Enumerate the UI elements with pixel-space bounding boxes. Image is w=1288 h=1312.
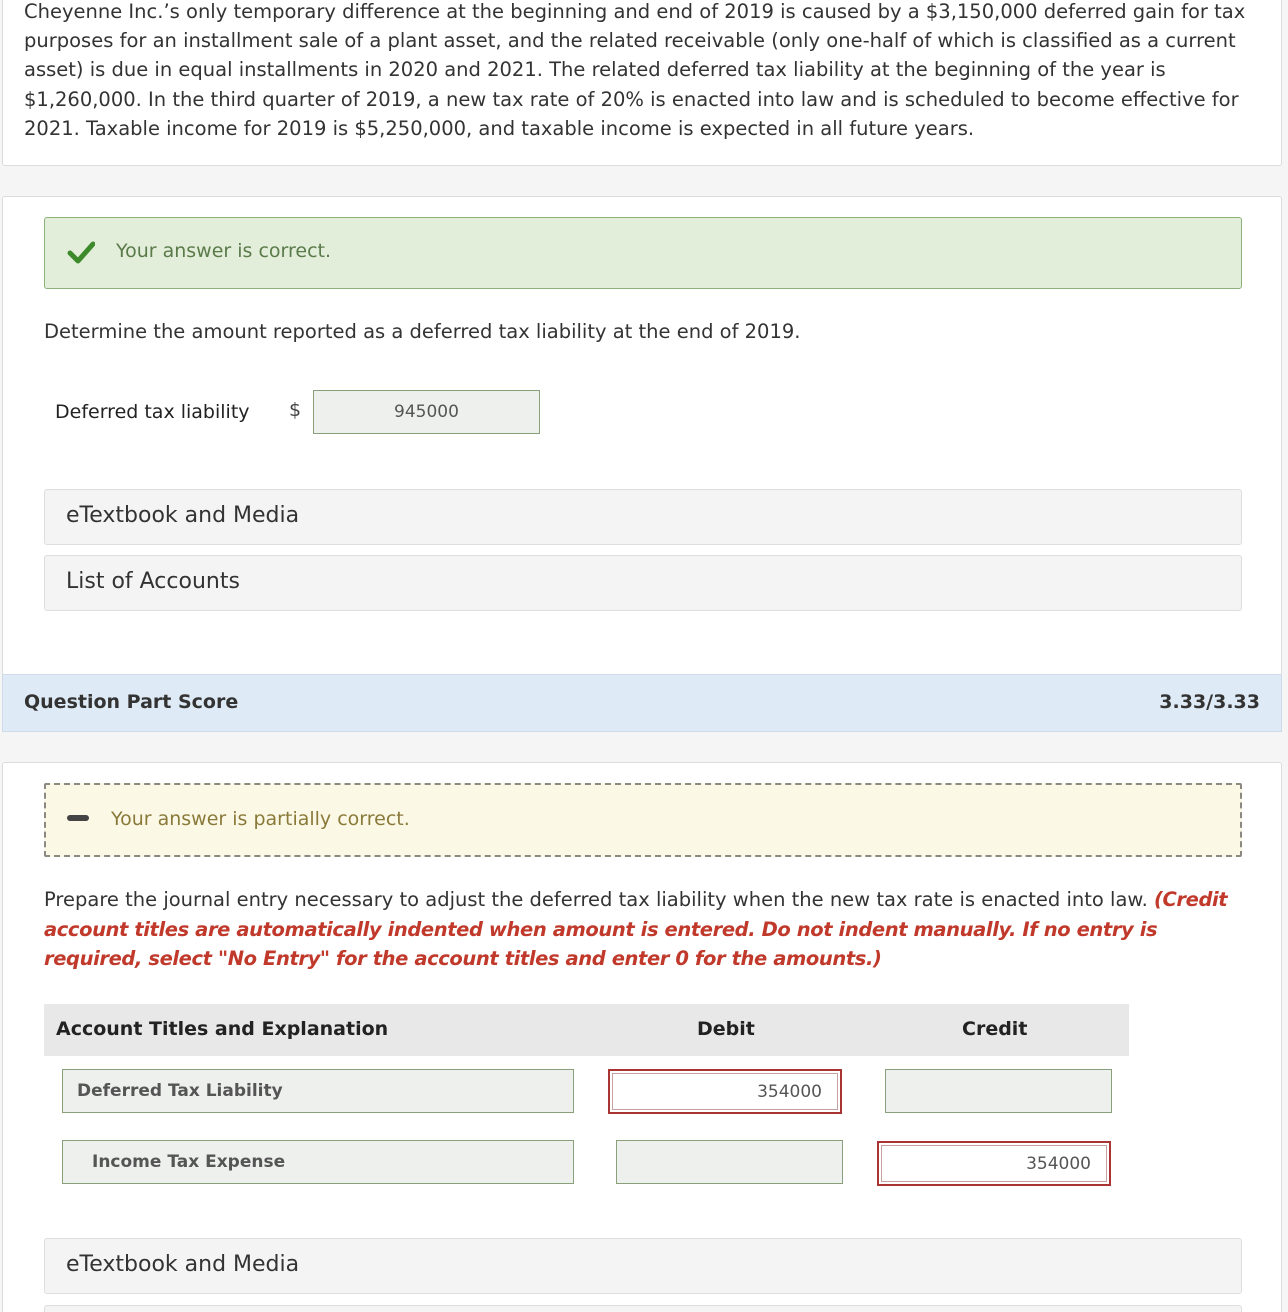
- score-value: 3.33/3.33: [1159, 691, 1260, 713]
- debit-value-row-1: 354000: [612, 1073, 838, 1110]
- credit-value-row-2: 354000: [881, 1145, 1107, 1182]
- feedback-message: Your answer is correct.: [116, 240, 332, 262]
- account-column-header: Account Titles and Explanation: [56, 1018, 389, 1040]
- etextbook-media-label: eTextbook and Media: [66, 1252, 300, 1277]
- question-part-1: [2, 196, 1282, 676]
- journal-entry-header: [44, 1004, 1129, 1056]
- etextbook-media-label: eTextbook and Media: [66, 503, 300, 528]
- list-of-accounts-label: List of Accounts: [66, 569, 240, 594]
- question-text: Determine the amount reported as a deferred tax liability at the end of 2019.: [44, 320, 801, 343]
- etextbook-media-link[interactable]: [44, 489, 1242, 545]
- deferred-tax-liability-input[interactable]: 945000: [313, 390, 540, 434]
- deferred-tax-liability-label: Deferred tax liability: [55, 401, 250, 423]
- next-link-bar[interactable]: [44, 1305, 1242, 1312]
- problem-statement: Cheyenne Inc.’s only temporary difference at the beginning and end of 2019 is caused by a $3,150,000 deferred gain for tax purposes for an installment sale of a plant asset, and the related receivable (only one-half of which is classified as a current asset) is due in equal installments in 2020 and 2021. The related deferred tax liability at the beginning of the year is $1,260,000. In the third quarter of 2019, a new tax rate of 20% is enacted into law and is scheduled to become effective for 2021. Taxable income for 2019 is $5,250,000, and taxable income is expected in all future years.: [24, 0, 1246, 140]
- checkmark-icon: [67, 238, 95, 266]
- currency-symbol: $: [289, 399, 302, 421]
- list-of-accounts-link[interactable]: [44, 555, 1242, 611]
- score-label: Question Part Score: [24, 691, 239, 713]
- partial-feedback-banner: [44, 783, 1242, 857]
- debit-input-row-2[interactable]: [616, 1140, 843, 1184]
- credit-input-row-2[interactable]: [877, 1141, 1111, 1186]
- etextbook-media-link-2[interactable]: [44, 1238, 1242, 1294]
- credit-input-row-1[interactable]: [885, 1069, 1112, 1113]
- correct-feedback-banner: [44, 217, 1242, 289]
- debit-input-row-1[interactable]: [608, 1069, 842, 1114]
- partial-icon: [67, 815, 89, 821]
- instruction-main: Prepare the journal entry necessary to adjust the deferred tax liability when the new tax rate is enacted into law.: [44, 888, 1148, 911]
- account-title-select-row-1[interactable]: Deferred Tax Liability: [62, 1069, 574, 1113]
- question-part-2: [2, 762, 1282, 1312]
- feedback-message: Your answer is partially correct.: [111, 808, 410, 830]
- instruction-text: [44, 885, 1244, 974]
- question-part-score-bar: [2, 674, 1282, 732]
- problem-statement-panel: [2, 0, 1282, 166]
- credit-column-header: Credit: [962, 1018, 1028, 1040]
- account-title-select-row-2[interactable]: Income Tax Expense: [62, 1140, 574, 1184]
- debit-column-header: Debit: [697, 1018, 755, 1040]
- instruction-note: (Credit account titles are automatically indented when amount is entered. Do not indent manually. If no entry is required, select "No Entry" for the account titles and enter 0 for the amounts.): [44, 888, 1228, 970]
